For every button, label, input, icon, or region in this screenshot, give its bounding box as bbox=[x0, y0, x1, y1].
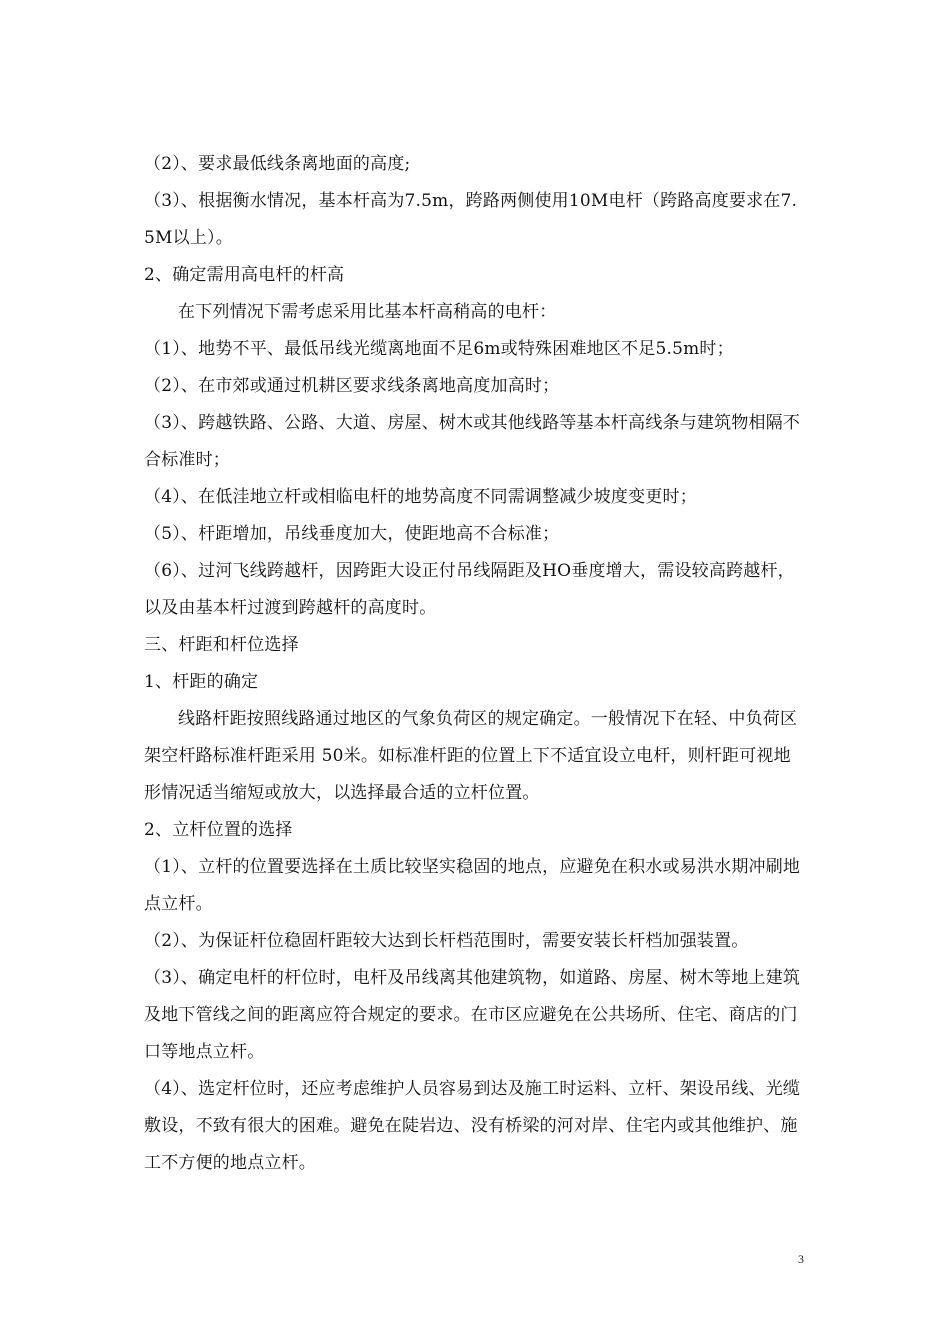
page-number: 3 bbox=[798, 1252, 804, 1266]
paragraph-condition-1: （1）、地势不平、最低吊线光缆离地面不足6m或特殊困难地区不足5.5m时； bbox=[144, 339, 734, 359]
paragraph-condition-6: （6）、过河飞线跨越杆，因跨距大设正付吊线隔距及HO垂度增大，需设较高跨越杆，以及由基本杆过渡到跨越杆的高度时。 bbox=[144, 561, 795, 618]
paragraph-condition-4: （4）、在低洼地立杆或相临电杆的地势高度不同需调整减少坡度变更时； bbox=[144, 487, 697, 507]
paragraph-item-2-min-height: （2）、要求最低线条离地面的高度; bbox=[144, 154, 411, 174]
paragraph-intro-conditions: 在下列情况下需考虑采用比基本杆高稍高的电杆： bbox=[178, 302, 557, 322]
heading-pole-spacing: 1、杆距的确定 bbox=[144, 672, 259, 692]
paragraph-condition-3: （3）、跨越铁路、公路、大道、房屋、树木或其他线路等基本杆高线条与建筑物相隔不合标准时； bbox=[144, 413, 801, 470]
heading-determine-tall-pole-height: 2、确定需用高电杆的杆高 bbox=[144, 265, 345, 285]
paragraph-condition-2: （2）、在市郊或通过机耕区要求线条离地高度加高时； bbox=[144, 376, 560, 396]
paragraph-item-3-base-pole-height: （3）、根据衡水情况，基本杆高为7.5m，跨路两侧使用10M电杆（跨路高度要求在7.5M以上）。 bbox=[144, 191, 798, 248]
paragraph-position-3: （3）、确定电杆的杆位时，电杆及吊线离其他建筑物，如道路、房屋、树木等地上建筑及地下管线之间的距离应符合规定的要求。在市区应避免在公共场所、住宅、商店的门口等地点立杆。 bbox=[144, 968, 801, 1062]
paragraph-position-4: （4）、选定杆位时，还应考虑维护人员容易到达及施工时运料、立杆、架设吊线、光缆敷设，不致有很大的困难。避免在陡岩边、没有桥梁的河对岸、住宅内或其他维护、施工不方便的地点立杆。 bbox=[144, 1079, 801, 1173]
paragraph-position-1: （1）、立杆的位置要选择在土质比较坚实稳固的地点，应避免在积水或易洪水期冲刷地点立杆。 bbox=[144, 857, 801, 914]
heading-pole-position: 2、立杆位置的选择 bbox=[144, 820, 293, 840]
document-body bbox=[144, 146, 804, 1182]
heading-section-three: 三、杆距和杆位选择 bbox=[144, 635, 299, 655]
paragraph-pole-spacing: 线路杆距按照线路通过地区的气象负荷区的规定确定。一般情况下在轻、中负荷区架空杆路标准杆距采用 50米。如标准杆距的位置上下不适宜设立电杆，则杆距可视地形情况适当缩短或放大，以选择最合适的立杆位置。 bbox=[144, 709, 798, 803]
paragraph-position-2: （2）、为保证杆位稳固杆距较大达到长杆档范围时，需要安装长杆档加强装置。 bbox=[144, 931, 749, 951]
paragraph-condition-5: （5）、杆距增加，吊线垂度加大，使距地高不合标准； bbox=[144, 524, 560, 544]
